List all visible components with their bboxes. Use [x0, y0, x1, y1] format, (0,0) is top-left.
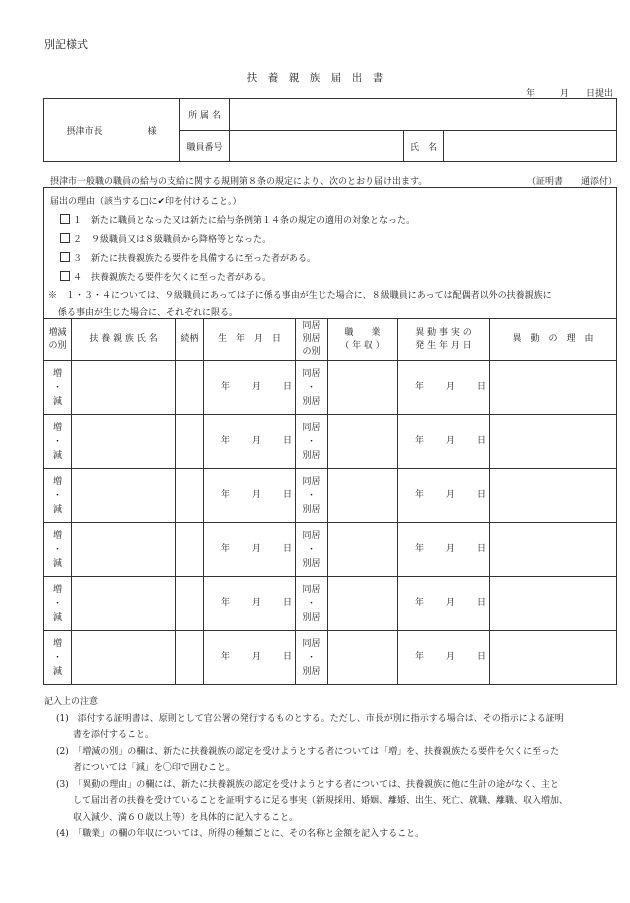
cohabit-cell[interactable]: 同居 ・ 別居 — [296, 631, 328, 685]
col-dependent-name: 扶 養 親 族 氏 名 — [72, 319, 176, 361]
reason-checkbox-3[interactable] — [60, 252, 70, 262]
dependent-name-cell[interactable] — [72, 415, 176, 469]
note-3-cont2: 収入減少、満６０歳以上等）を具体的に記入すること。 — [73, 812, 299, 823]
col-cohabit: 同居別居の別 — [296, 319, 328, 361]
dependents-table — [43, 318, 617, 685]
reason-cell[interactable] — [490, 523, 617, 577]
reason-item-2[interactable]: ２ ９級職員又は８級職員から降格等となった。 — [60, 232, 271, 245]
relation-cell[interactable] — [176, 469, 204, 523]
note-4: (4) 「職業」の欄の年収については、所得の種類ごとに、その名称と金額を記入すること。 — [56, 829, 425, 839]
change-type-cell[interactable]: 増 ・ 減 — [44, 361, 72, 415]
reason-item-3[interactable]: ３ 新たに扶養親族たる要件を具備するに至った者がある。 — [60, 251, 316, 264]
relation-cell[interactable] — [176, 415, 204, 469]
event-date-cell[interactable]: 年 月 日 — [398, 361, 490, 415]
occupation-cell[interactable] — [328, 577, 398, 631]
change-type-cell[interactable]: 増 ・ 減 — [44, 577, 72, 631]
occupation-cell[interactable] — [328, 469, 398, 523]
occupation-cell[interactable] — [328, 523, 398, 577]
reason-item-4[interactable]: ４ 扶養親族たる要件を欠くに至った者がある。 — [60, 270, 271, 283]
reasons-note-line2: 係る事由が生じた場合に、それぞれに限る。 — [58, 308, 239, 318]
cohabit-cell[interactable]: 同居 ・ 別居 — [296, 469, 328, 523]
date-year-label: 年 — [526, 89, 536, 99]
reason-checkbox-1[interactable] — [60, 214, 70, 224]
event-date-cell[interactable]: 年 月 日 — [398, 577, 490, 631]
reasons-box — [43, 187, 617, 319]
birth-date-cell[interactable]: 年 月 日 — [204, 523, 296, 577]
note-2-cont: 者については「減」を〇印で囲むこと。 — [73, 763, 235, 773]
attachment-count[interactable]: （証明書 通添付） — [527, 177, 618, 187]
dependent-row — [44, 415, 617, 469]
header-table — [43, 98, 617, 162]
event-date-cell[interactable]: 年 月 日 — [398, 415, 490, 469]
intro-text: 摂津市一般職の職員の給与の支給に関する規則第８条の規定により、次のとおり届け出ます。 — [50, 177, 428, 187]
name-field[interactable] — [444, 131, 617, 162]
reason-cell[interactable] — [490, 415, 617, 469]
reason-cell[interactable] — [490, 469, 617, 523]
notes-heading: 記入上の注意 — [44, 697, 99, 707]
occupation-cell[interactable] — [328, 631, 398, 685]
birth-date-cell[interactable]: 年 月 日 — [204, 631, 296, 685]
dependent-row — [44, 469, 617, 523]
reason-cell[interactable] — [490, 361, 617, 415]
dependent-name-cell[interactable] — [72, 577, 176, 631]
dependent-row — [44, 631, 617, 685]
note-1: (1) 添付する証明書は、原則として官公署の発行するものとする。ただし、市長が別に指示する場合は、その指示による証明 — [56, 713, 564, 724]
note-3: (3) 「異動の理由」の欄には、新たに扶養親族の認定を受けようとする者については、扶養親族に他に生計の途がなく、主と — [56, 779, 559, 790]
notes-section — [44, 694, 624, 843]
col-reason: 異 動 の 理 由 — [490, 319, 617, 361]
dependent-row — [44, 523, 617, 577]
birth-date-cell[interactable]: 年 月 日 — [204, 577, 296, 631]
dependent-name-cell[interactable] — [72, 523, 176, 577]
reason-cell[interactable] — [490, 631, 617, 685]
change-type-cell[interactable]: 増 ・ 減 — [44, 469, 72, 523]
note-3-cont: して届出者の扶養を受けていることを証明するに足る事実（新規採用、婚姻、離婚、出生、死亡、就職、離職、収入増加、 — [73, 796, 569, 806]
cohabit-cell[interactable]: 同居 ・ 別居 — [296, 577, 328, 631]
col-occupation: 職 業 （ 年 収 ） — [328, 319, 398, 361]
relation-cell[interactable] — [176, 361, 204, 415]
table-header-row — [44, 319, 617, 361]
date-submit-label: 日提出 — [586, 89, 614, 99]
addressee: 摂津市長 様 — [44, 99, 180, 162]
col-change-type: 増減の別 — [44, 319, 72, 361]
event-date-cell[interactable]: 年 月 日 — [398, 523, 490, 577]
dept-field[interactable] — [230, 99, 617, 131]
event-date-cell[interactable]: 年 月 日 — [398, 631, 490, 685]
reasons-note-line1: ※ １・３・４については、９級職員にあっては子に係る事由が生じた場合に、８級職員にあっては配偶者以外の扶養親族に — [48, 291, 552, 301]
change-type-cell[interactable]: 増 ・ 減 — [44, 523, 72, 577]
reason-checkbox-4[interactable] — [60, 271, 70, 281]
relation-cell[interactable] — [176, 631, 204, 685]
staff-no-label: 職員番号 — [180, 131, 230, 162]
birth-date-cell[interactable]: 年 月 日 — [204, 415, 296, 469]
dependent-name-cell[interactable] — [72, 469, 176, 523]
reasons-heading: 届出の理由（該当する□に✔印を付けること。） — [50, 197, 242, 207]
dependent-row — [44, 577, 617, 631]
date-month-label: 月 — [560, 89, 570, 99]
relation-cell[interactable] — [176, 523, 204, 577]
cohabit-cell[interactable]: 同居 ・ 別居 — [296, 523, 328, 577]
note-2: (2) 「増減の別」の欄は、新たに扶養親族の認定を受けようとする者については「増」を、扶養親族たる要件を欠くに至った — [56, 746, 560, 757]
name-label: 氏 名 — [404, 131, 444, 162]
event-date-cell[interactable]: 年 月 日 — [398, 469, 490, 523]
occupation-cell[interactable] — [328, 415, 398, 469]
birth-date-cell[interactable]: 年 月 日 — [204, 469, 296, 523]
appendix-label: 別記様式 — [44, 38, 88, 51]
form-title: 扶 養 親 族 届 出 書 — [246, 72, 384, 84]
reason-checkbox-2[interactable] — [60, 233, 70, 243]
col-birth-date: 生 年 月 日 — [204, 319, 296, 361]
cohabit-cell[interactable]: 同居 ・ 別居 — [296, 415, 328, 469]
dept-label: 所 属 名 — [180, 99, 230, 131]
relation-cell[interactable] — [176, 577, 204, 631]
change-type-cell[interactable]: 増 ・ 減 — [44, 631, 72, 685]
dependent-name-cell[interactable] — [72, 631, 176, 685]
change-type-cell[interactable]: 増 ・ 減 — [44, 415, 72, 469]
col-event-date: 異 動 事 実 の 発 生 年 月 日 — [398, 319, 490, 361]
cohabit-cell[interactable]: 同居 ・ 別居 — [296, 361, 328, 415]
dependent-row — [44, 361, 617, 415]
staff-no-field[interactable] — [230, 131, 404, 162]
dependent-name-cell[interactable] — [72, 361, 176, 415]
reason-cell[interactable] — [490, 577, 617, 631]
birth-date-cell[interactable]: 年 月 日 — [204, 361, 296, 415]
reason-item-1[interactable]: １ 新たに職員となった又は新たに給与条例第１４条の規定の適用の対象となった。 — [60, 213, 415, 226]
occupation-cell[interactable] — [328, 361, 398, 415]
note-1-cont: 書を添付すること。 — [73, 730, 155, 740]
col-relation: 続柄 — [176, 319, 204, 361]
